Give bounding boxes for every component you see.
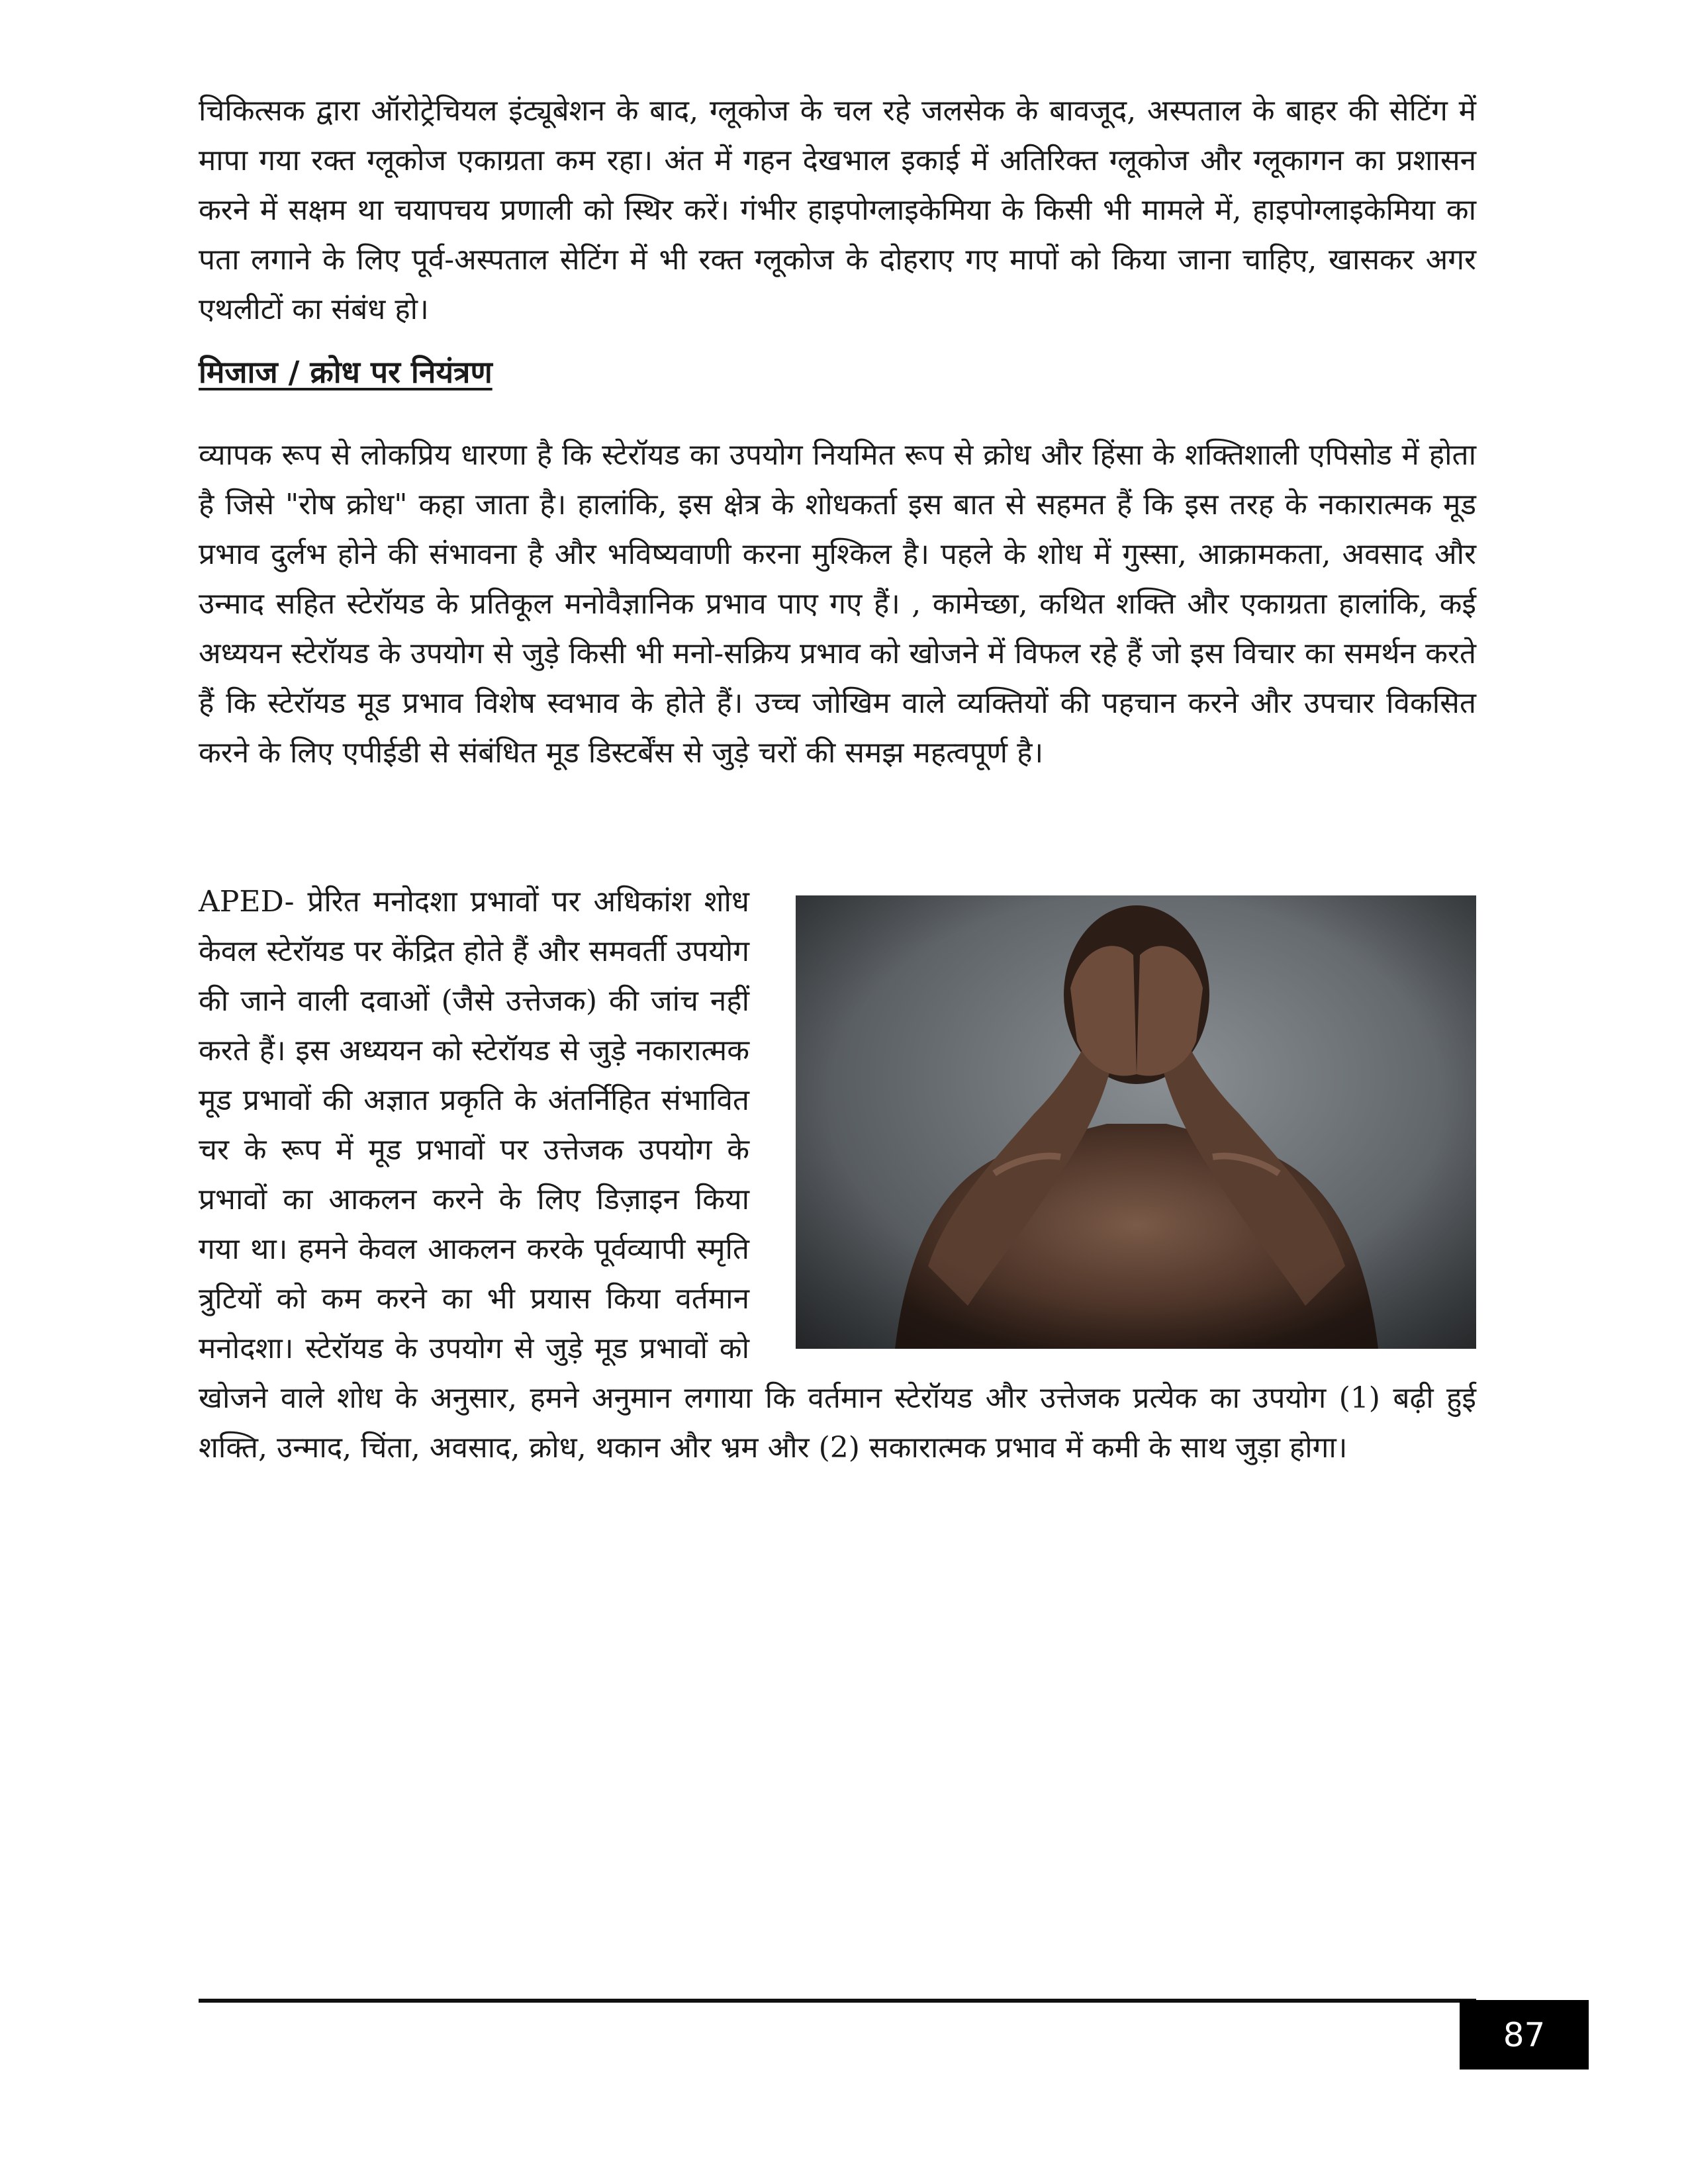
man-covering-face-photo xyxy=(796,895,1476,1349)
paragraph-aped-text: APED- प्रेरित मनोदशा प्रभावों पर अधिकांश शोध केवल स्टेरॉयड पर केंद्रित होते हैं और समवर्ती उपयोग की जाने वाली दवाओं (जैसे उत्तेजक) की जांच नहीं करते हैं। इस अध्ययन को स्टेरॉयड से जुड़े नकारात्मक मूड प्रभावों की अज्ञात प्रकृति के अंतर्निहित संभावित चर के रूप में मूड प्रभावों पर उत्तेजक उपयोग के प्रभावों का आकलन करने के लिए डिज़ाइन किया गया था। हमने केवल आकलन करके पूर्वव्यापी स्मृति त्रुटियों को कम करने का भी प्रयास किया वर्तमान मनोदशा। स्टेरॉयड के उपयोग से जुड़े मूड प्रभावों को खोजने वाले शोध के अनुसार, हमने अनुमान लगाया कि वर्तमान स्टेरॉयड और उत्तेजक प्रत्येक का उपयोग (1) बढ़ी हुई शक्ति, उन्माद, चिंता, अवसाद, क्रोध, थकान और भ्रम और (2) सकारात्मक प्रभाव में कमी के साथ जुड़ा होगा। xyxy=(199,885,1476,1465)
paragraph-aped-with-photo xyxy=(199,877,1476,1473)
page-number: 87 xyxy=(1460,2000,1589,2070)
paragraph-mood-anger: व्यापक रूप से लोकप्रिय धारणा है कि स्टेरॉयड का उपयोग नियमित रूप से क्रोध और हिंसा के शक्तिशाली एपिसोड में होता है जिसे "रोष क्रोध" कहा जाता है। हालांकि, इस क्षेत्र के शोधकर्ता इस बात से सहमत हैं कि इस तरह के नकारात्मक मूड प्रभाव दुर्लभ होने की संभावना है और भविष्यवाणी करना मुश्किल है। पहले के शोध में गुस्सा, आक्रामकता, अवसाद और उन्माद सहित स्टेरॉयड के प्रतिकूल मनोवैज्ञानिक प्रभाव पाए गए हैं। , कामेच्छा, कथित शक्ति और एकाग्रता हालांकि, कई अध्ययन स्टेरॉयड के उपयोग से जुड़े किसी भी मनो-सक्रिय प्रभाव को खोजने में विफल रहे हैं जो इस विचार का समर्थन करते हैं कि स्टेरॉयड मूड प्रभाव विशेष स्वभाव के होते हैं। उच्च जोखिम वाले व्यक्तियों की पहचान करने और उपचार विकसित करने के लिए एपीईडी से संबंधित मूड डिस्टर्बेंस से जुड़े चरों की समझ महत्वपूर्ण है। xyxy=(199,438,1476,770)
footer-rule xyxy=(199,1999,1476,2003)
photo-illustration xyxy=(796,895,1476,1349)
section-heading: मिजाज / क्रोध पर नियंत्रण xyxy=(199,354,492,390)
paragraph-hypoglycemia: चिकित्सक द्वारा ऑरोट्रेचियल इंट्यूबेशन के बाद, ग्लूकोज के चल रहे जलसेक के बावजूद, अस्पताल के बाहर की सेटिंग में मापा गया रक्त ग्लूकोज एकाग्रता कम रहा। अंत में गहन देखभाल इकाई में अतिरिक्त ग्लूकोज और ग्लूकागन का प्रशासन करने में सक्षम था चयापचय प्रणाली को स्थिर करें। गंभीर हाइपोग्लाइकेमिया के किसी भी मामले में, हाइपोग्लाइकेमिया का पता लगाने के लिए पूर्व-अस्पताल सेटिंग में भी रक्त ग्लूकोज के दोहराए गए मापों को किया जाना चाहिए, खासकर अगर एथलीटों का संबंध हो। xyxy=(199,94,1476,326)
